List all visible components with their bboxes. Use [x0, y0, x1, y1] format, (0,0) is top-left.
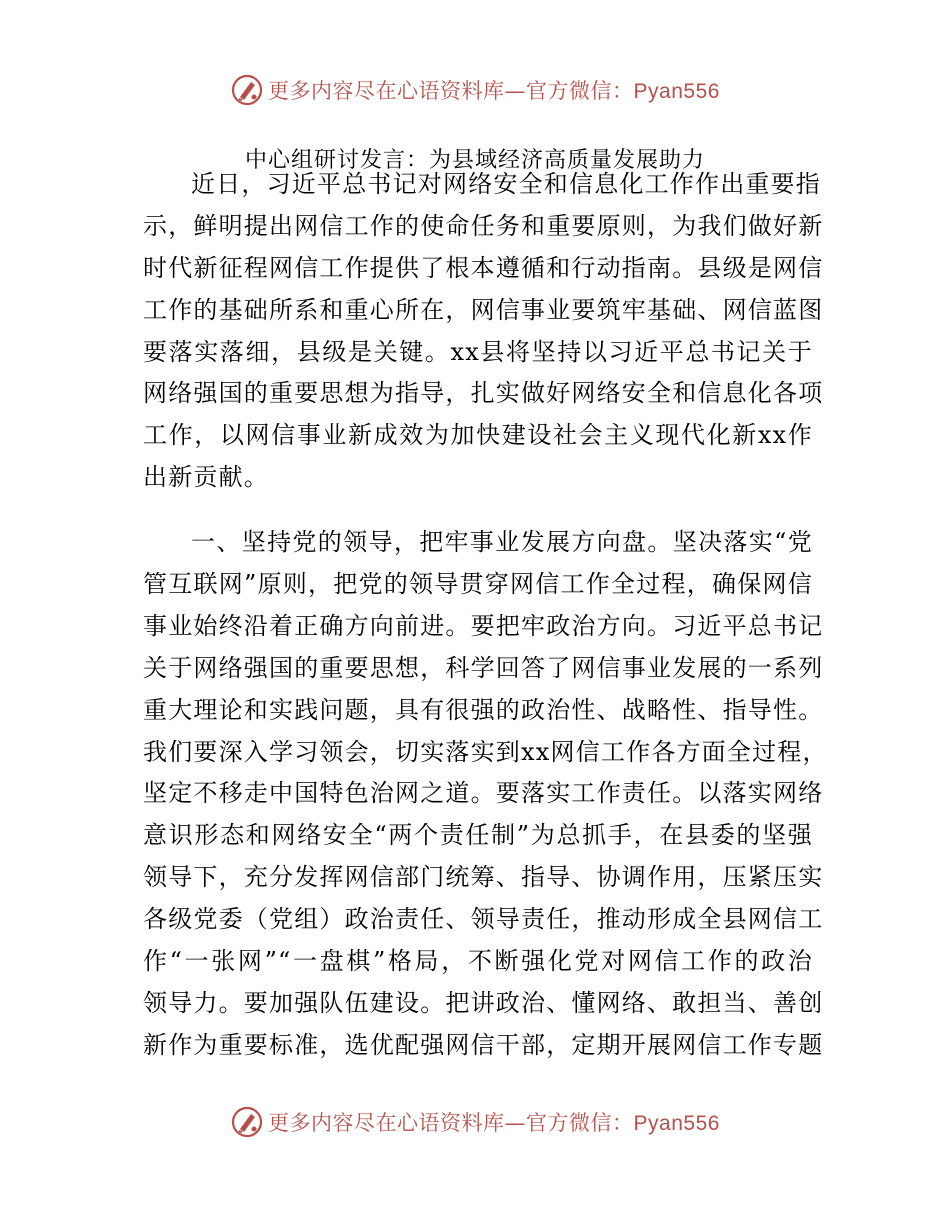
- text-line: 一、坚持党的领导，把牢事业发展方向盘。坚决落实“党: [191, 528, 813, 557]
- paragraph-2: [143, 522, 828, 1067]
- watermark-prefix: 更多内容尽在心语资料库—官方微信：: [268, 79, 634, 103]
- text-line: 近日，习近平总书记对网络安全和信息化工作作出重要指: [191, 170, 821, 198]
- text-line: 领导下，充分发挥网信部门统筹、指导、协调作用，压紧压实: [143, 863, 824, 892]
- paragraph-gap: [143, 499, 813, 522]
- text-line: 事业始终沿着正确方向前进。要把牢政治方向。习近平总书记: [143, 611, 824, 640]
- text-line: 各级党委（党组）政治责任、领导责任，推动形成全县网信工: [143, 905, 824, 934]
- text-line: 出新贡献。: [143, 463, 269, 492]
- watermark-handle: Pyan556: [633, 1112, 720, 1135]
- text-line: 新作为重要标准，选优配强网信干部，定期开展网信工作专题: [143, 1030, 824, 1059]
- watermark-banner-bottom: [0, 1102, 950, 1142]
- text-line: 示，鲜明提出网信工作的使命任务和重要原则，为我们做好新: [143, 211, 824, 240]
- text-line: 领导力。要加强队伍建设。把讲政治、懂网络、敢担当、善创: [143, 988, 824, 1017]
- text-line: 坚定不移走中国特色治网之道。要落实工作责任。以落实网络: [143, 779, 824, 808]
- text-line: 我们要深入学习领会，切实落实到xx网信工作各方面全过程，: [143, 737, 828, 766]
- text-line: 网络强国的重要思想为指导，扎实做好网络安全和信息化各项: [143, 379, 824, 408]
- text-line: 时代新征程网信工作提供了根本遵循和行动指南。县级是网信: [143, 253, 824, 282]
- document-title: 中心组研讨发言：为县域经济高质量发展助力: [244, 148, 705, 173]
- paragraph-1: [143, 164, 824, 499]
- text-line: 工作的基础所系和重心所在，网信事业要筑牢基础、网信蓝图: [143, 295, 824, 324]
- text-line: 管互联网”原则，把党的领导贯穿网信工作全过程，确保网信: [143, 570, 813, 599]
- text-line: 作“一张网”“一盘棋”格局，不断强化党对网信工作的政治: [143, 947, 813, 976]
- text-line: 工作，以网信事业新成效为加快建设社会主义现代化新xx作: [143, 421, 813, 450]
- pen-logo-icon: [230, 1105, 264, 1139]
- text-line: 要落实落细，县级是关键。xx县将坚持以习近平总书记关于: [143, 337, 813, 366]
- document-body: [143, 164, 828, 1067]
- text-line: 意识形态和网络安全“两个责任制”为总抓手，在县委的坚强: [143, 821, 813, 850]
- watermark-handle: Pyan556: [633, 80, 720, 103]
- text-line: 重大理论和实践问题，具有很强的政治性、战略性、指导性。: [143, 695, 824, 724]
- watermark-prefix: 更多内容尽在心语资料库—官方微信：: [268, 1111, 634, 1135]
- pen-logo-icon: [230, 73, 264, 107]
- text-line: 关于网络强国的重要思想，科学回答了网信事业发展的一系列: [143, 653, 824, 682]
- watermark-banner-top: [0, 70, 950, 110]
